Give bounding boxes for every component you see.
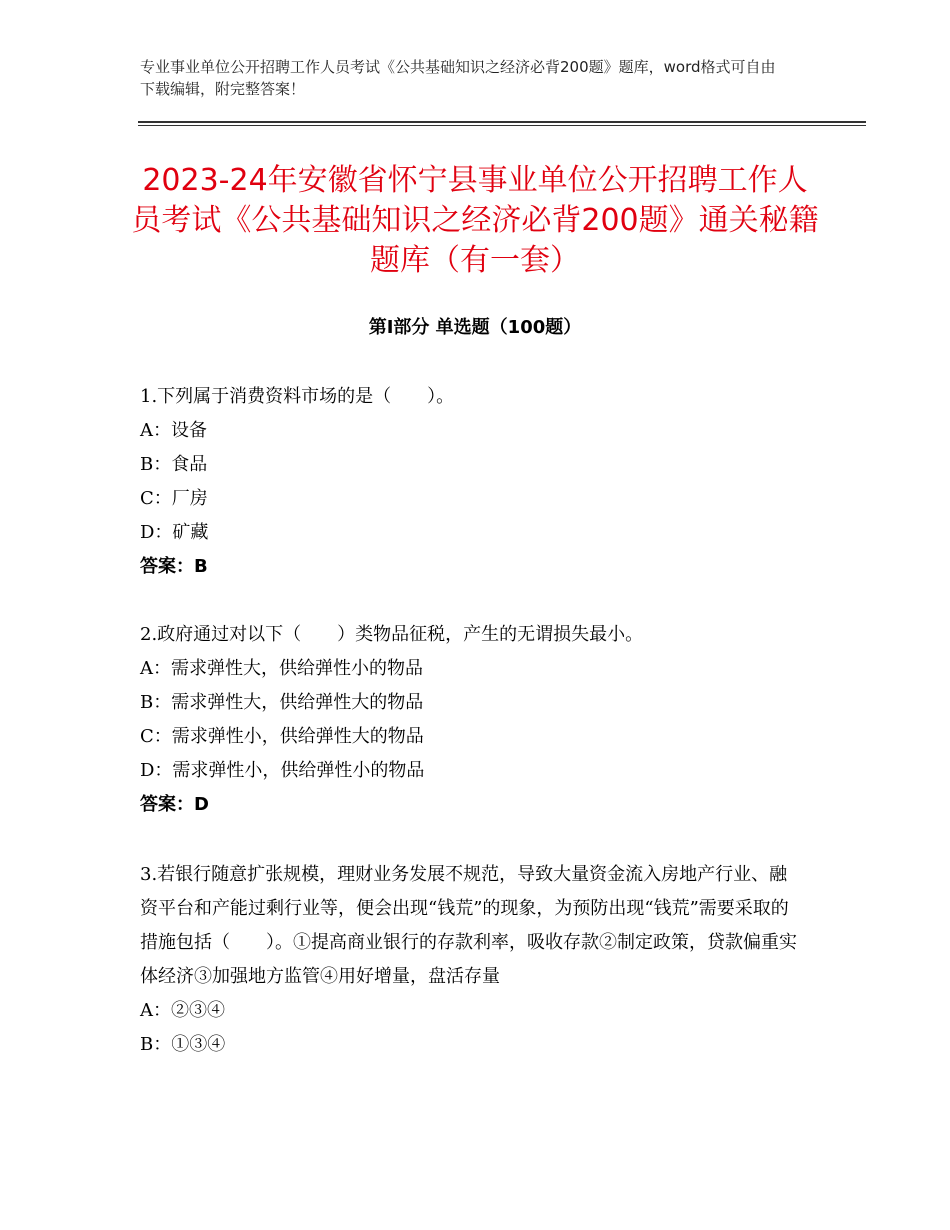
option-a: A：设备: [140, 420, 207, 441]
option-d: D：矿藏: [140, 522, 209, 543]
header-divider: [138, 121, 866, 126]
document-title: 2023-24年安徽省怀宁县事业单位公开招聘工作人员考试《公共基础知识之经济必背200题》通关秘籍题库（有一套）: [131, 163, 819, 278]
question-text: 1.下列属于消费资料市场的是（ ）。: [140, 386, 455, 407]
header-note: 专业事业单位公开招聘工作人员考试《公共基础知识之经济必背200题》题库，word格式可自由下载编辑，附完整答案！: [140, 58, 776, 98]
question-1: [140, 380, 800, 584]
option-c: C：需求弹性小，供给弹性大的物品: [140, 726, 424, 747]
option-b: B：需求弹性大，供给弹性大的物品: [140, 692, 424, 713]
answer-line: 答案：D: [140, 794, 209, 815]
option-b: B：①③④: [140, 1034, 226, 1055]
option-a: A：②③④: [140, 1000, 225, 1021]
option-b: B：食品: [140, 454, 208, 475]
option-d: D：需求弹性小，供给弹性小的物品: [140, 760, 425, 781]
section-heading: 第Ⅰ部分 单选题（100题）: [368, 317, 582, 338]
answer-line: 答案：B: [140, 556, 208, 577]
question-text: 3.若银行随意扩张规模，理财业务发展不规范，导致大量资金流入房地产行业、融资平台和产能过剩行业等，便会出现“钱荒”的现象，为预防出现“钱荒”需要采取的措施包括（ ）。①提高商业银行的存款利率，吸收存款②制定政策，贷款偏重实体经济③加强地方监管④用好增量，盘活存量: [140, 864, 797, 987]
question-2: [140, 618, 800, 822]
option-a: A：需求弹性大，供给弹性小的物品: [140, 658, 423, 679]
question-text: 2.政府通过对以下（ ）类物品征税，产生的无谓损失最小。: [140, 624, 644, 645]
option-c: C：厂房: [140, 488, 208, 509]
question-3: [140, 858, 800, 1062]
